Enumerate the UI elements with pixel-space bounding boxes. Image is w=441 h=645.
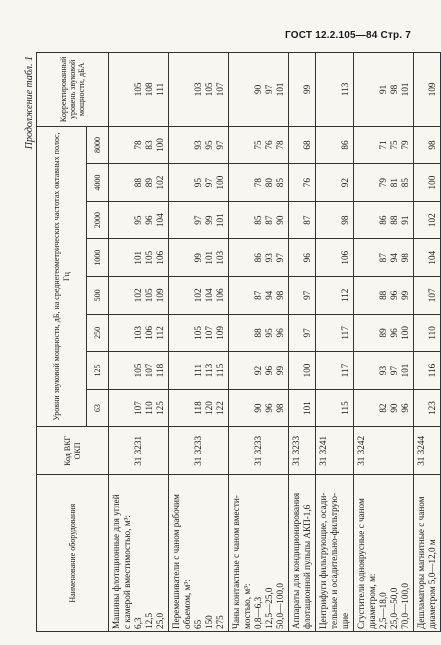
level-value: 87 <box>302 215 312 225</box>
level-cell-2000 <box>289 201 316 239</box>
level-cell-500 <box>109 277 169 315</box>
okp-code <box>182 429 193 472</box>
level-value: 97 <box>204 178 214 188</box>
level-value: 101 <box>302 401 312 415</box>
level-value: 104 <box>427 250 437 265</box>
level-value: 96 <box>389 328 399 338</box>
level-value: 68 <box>302 140 312 150</box>
level-value: 101 <box>275 82 285 97</box>
header-power-levels: Уровни звуковой мощности, дБ, на среднегеометрических частотах октавных полос, Гц <box>37 126 87 427</box>
equipment-name-line: Аппараты для кондиционирования <box>291 492 301 629</box>
level-value: 115 <box>215 363 225 378</box>
equipment-name-line: флотационной пульпы АКП-1,6 <box>302 504 312 629</box>
equipment-name-line: диаметром, м: <box>367 573 377 629</box>
level-value: 125 <box>155 401 165 415</box>
level-cell-125 <box>316 352 354 390</box>
equipment-name-line: диаметром 5,0—12,0 м <box>427 539 437 629</box>
level-cell-4000 <box>289 164 316 202</box>
equipment-name-line: 0,8—6,3 <box>253 596 263 629</box>
okp-code: 31 3233 <box>193 435 203 466</box>
okp-code <box>144 429 155 472</box>
corrected-level-cell <box>109 53 169 127</box>
level-value: 102 <box>155 175 165 190</box>
rotated-page <box>22 52 437 632</box>
level-cell-500 <box>354 277 414 315</box>
level-value: 102 <box>427 213 437 228</box>
level-value: 89 <box>144 178 154 188</box>
level-cell-2000 <box>354 201 414 239</box>
okp-code: 31 3233 <box>253 435 263 466</box>
level-value: 99 <box>400 290 410 300</box>
level-value: 95 <box>133 215 143 225</box>
level-value: 100 <box>215 175 225 190</box>
level-value: 95 <box>204 140 214 150</box>
corrected-level-cell <box>316 53 354 127</box>
level-value: 113 <box>204 363 214 378</box>
level-value: 105 <box>144 250 154 265</box>
table-body <box>109 53 441 632</box>
equipment-name-line: 25,0 <box>155 612 165 629</box>
level-value: 88 <box>133 178 143 188</box>
header-freq-2000: 2000 <box>87 201 109 239</box>
level-cell-500 <box>169 277 229 315</box>
corrected-level-cell <box>414 53 441 127</box>
level-value: 106 <box>155 250 165 265</box>
level-value: 91 <box>378 84 388 94</box>
equipment-name-line: 25,0—50,0 <box>389 587 399 629</box>
level-cell-2000 <box>229 201 289 239</box>
level-value: 99 <box>204 215 214 225</box>
okp-code: 31 3244 <box>416 435 426 466</box>
level-value: 80 <box>264 178 274 188</box>
okp-code <box>171 429 182 472</box>
level-cell-250 <box>289 314 316 352</box>
level-value: 111 <box>193 363 203 378</box>
level-value: 103 <box>193 82 203 97</box>
level-cell-500 <box>289 277 316 315</box>
level-value: 101 <box>400 82 410 97</box>
level-value: 78 <box>133 140 143 150</box>
level-value: 103 <box>215 250 225 265</box>
level-value: 91 <box>400 215 410 225</box>
equipment-name-line: мостью, м³: <box>242 583 252 629</box>
level-cell-125 <box>109 352 169 390</box>
level-value: 95 <box>264 328 274 338</box>
level-cell-63 <box>289 389 316 427</box>
level-value: 96 <box>302 253 312 263</box>
equipment-name-cell <box>289 475 316 632</box>
okp-code <box>242 429 253 472</box>
equipment-name-cell <box>354 475 414 632</box>
level-value: 96 <box>264 403 274 413</box>
level-value: 104 <box>204 288 214 303</box>
level-value: 122 <box>215 401 225 415</box>
level-value: 93 <box>378 365 388 376</box>
okp-code <box>340 429 351 472</box>
level-cell-4000 <box>109 164 169 202</box>
okp-code <box>204 429 215 472</box>
okp-code-cell <box>169 427 229 475</box>
header-freq-8000: 8000 <box>87 126 109 164</box>
level-value: 117 <box>340 363 350 378</box>
level-value: 106 <box>215 288 225 303</box>
equipment-name-line: 6,3 <box>133 617 143 629</box>
level-value: 116 <box>427 363 437 378</box>
equipment-name-line: 12,5 <box>144 612 154 629</box>
okp-code <box>122 429 133 472</box>
header-freq-63: 63 <box>87 389 109 427</box>
header-freq-4000: 4000 <box>87 164 109 202</box>
level-value: 83 <box>144 140 154 150</box>
level-value: 92 <box>253 365 263 376</box>
level-value: 90 <box>253 403 263 413</box>
okp-code <box>215 429 226 472</box>
level-value: 98 <box>340 215 350 225</box>
level-value: 123 <box>427 401 437 415</box>
corrected-level-cell <box>169 53 229 127</box>
level-value: 101 <box>204 250 214 265</box>
level-value: 107 <box>144 363 154 378</box>
level-cell-8000 <box>289 126 316 164</box>
level-cell-1000 <box>354 239 414 277</box>
okp-code-cell <box>109 427 169 475</box>
equipment-name-cell <box>316 475 354 632</box>
level-value: 98 <box>275 290 285 300</box>
level-value: 118 <box>193 401 203 415</box>
level-value: 86 <box>253 253 263 263</box>
level-cell-250 <box>316 314 354 352</box>
level-cell-8000 <box>229 126 289 164</box>
level-cell-63 <box>229 389 289 427</box>
level-value: 101 <box>133 250 143 265</box>
okp-code <box>378 429 389 472</box>
header-code: Код ВКГ ОКП <box>37 427 109 475</box>
level-cell-250 <box>169 314 229 352</box>
level-value: 75 <box>389 140 399 150</box>
level-value: 109 <box>155 288 165 303</box>
okp-code: 31 3242 <box>356 435 366 466</box>
level-cell-8000 <box>316 126 354 164</box>
level-value: 115 <box>340 401 350 415</box>
level-value: 105 <box>193 326 203 340</box>
okp-code <box>427 429 438 472</box>
equipment-name-line: Центрифуги фильтрующие, осади- <box>318 492 328 629</box>
okp-code <box>155 429 166 472</box>
equipment-name-line: Дешламаторы магнитные с чаном <box>416 496 426 629</box>
equipment-name-line: 50,0—100,0 <box>275 583 285 629</box>
equipment-name-cell <box>414 475 441 632</box>
level-value: 100 <box>155 138 165 152</box>
level-cell-4000 <box>316 164 354 202</box>
equipment-name-line: Перемешиватели с чаном рабочим <box>171 494 181 629</box>
level-value: 89 <box>378 328 388 338</box>
okp-code <box>275 429 286 472</box>
level-value: 82 <box>378 403 388 413</box>
okp-code-cell <box>414 427 441 475</box>
level-value: 88 <box>378 290 388 300</box>
level-value: 97 <box>389 365 399 376</box>
level-value: 88 <box>389 215 399 225</box>
table-row <box>316 53 354 632</box>
level-cell-63 <box>169 389 229 427</box>
level-value: 78 <box>253 178 263 188</box>
level-cell-2000 <box>414 201 441 239</box>
level-value: 95 <box>193 178 203 188</box>
level-cell-500 <box>229 277 289 315</box>
level-value: 79 <box>378 178 388 188</box>
okp-code: 31 3233 <box>291 435 301 466</box>
level-cell-8000 <box>109 126 169 164</box>
level-value: 101 <box>215 213 225 228</box>
level-cell-2000 <box>316 201 354 239</box>
equipment-name-line: Чаны контактные с чаном вмести- <box>231 495 241 629</box>
level-value: 105 <box>144 288 154 303</box>
level-cell-125 <box>289 352 316 390</box>
okp-code <box>329 429 340 472</box>
level-value: 94 <box>264 290 274 300</box>
level-value: 96 <box>264 365 274 376</box>
header-equipment-name: Наименование оборудования <box>37 475 109 632</box>
level-value: 96 <box>144 215 154 225</box>
level-value: 98 <box>389 84 399 94</box>
okp-code <box>264 429 275 472</box>
level-value: 107 <box>215 82 225 97</box>
level-cell-1000 <box>414 239 441 277</box>
level-value: 85 <box>275 178 285 188</box>
level-value: 106 <box>340 250 350 265</box>
okp-code <box>367 429 378 472</box>
level-cell-8000 <box>414 126 441 164</box>
level-value: 87 <box>378 253 388 263</box>
level-value: 98 <box>400 253 410 263</box>
header-freq-250: 250 <box>87 314 109 352</box>
header-freq-125: 125 <box>87 352 109 390</box>
table-row <box>414 53 441 632</box>
level-value: 85 <box>400 178 410 188</box>
level-value: 78 <box>275 140 285 150</box>
level-value: 96 <box>400 403 410 413</box>
level-value: 88 <box>253 328 263 338</box>
level-value: 107 <box>204 326 214 340</box>
level-value: 100 <box>400 326 410 340</box>
okp-code: 31 3241 <box>318 435 328 466</box>
okp-code-cell <box>229 427 289 475</box>
level-cell-1000 <box>289 239 316 277</box>
table-caption: Продолжение табл. 1 <box>24 56 35 150</box>
level-value: 107 <box>427 288 437 303</box>
level-value: 113 <box>340 82 350 97</box>
level-cell-2000 <box>169 201 229 239</box>
level-value: 107 <box>133 401 143 415</box>
level-cell-4000 <box>354 164 414 202</box>
level-value: 110 <box>427 326 437 340</box>
corrected-level-cell <box>229 53 289 127</box>
level-value: 97 <box>302 328 312 338</box>
level-cell-500 <box>316 277 354 315</box>
equipment-name-cell <box>109 475 169 632</box>
equipment-name-line: 275 <box>215 615 225 629</box>
level-cell-250 <box>229 314 289 352</box>
level-value: 99 <box>302 84 312 94</box>
level-value: 118 <box>155 363 165 378</box>
level-value: 104 <box>155 213 165 228</box>
level-value: 96 <box>389 290 399 300</box>
okp-code-cell <box>289 427 316 475</box>
level-value: 71 <box>378 140 388 150</box>
level-value: 79 <box>400 140 410 150</box>
level-cell-500 <box>414 277 441 315</box>
level-value: 93 <box>264 253 274 263</box>
level-value: 105 <box>133 82 143 97</box>
level-value: 87 <box>264 215 274 225</box>
header-freq-1000: 1000 <box>87 239 109 277</box>
level-value: 97 <box>302 290 312 300</box>
level-value: 105 <box>204 82 214 97</box>
okp-code <box>400 429 411 472</box>
level-value: 75 <box>253 140 263 150</box>
okp-code: 31 3231 <box>133 435 143 466</box>
level-value: 100 <box>427 175 437 190</box>
level-cell-125 <box>414 352 441 390</box>
okp-code-cell <box>316 427 354 475</box>
equipment-name-line: с камерой вместимостью, м³: <box>122 515 132 629</box>
level-value: 96 <box>275 328 285 338</box>
equipment-name-line: объемом, м³: <box>182 579 192 629</box>
level-cell-63 <box>414 389 441 427</box>
level-value: 86 <box>378 215 388 225</box>
level-value: 111 <box>155 82 165 96</box>
level-value: 99 <box>193 253 203 263</box>
level-cell-4000 <box>229 164 289 202</box>
level-value: 97 <box>264 84 274 94</box>
equipment-name-line: щие <box>340 612 350 629</box>
level-value: 112 <box>340 288 350 303</box>
level-value: 108 <box>144 82 154 97</box>
level-value: 117 <box>340 326 350 340</box>
level-cell-125 <box>169 352 229 390</box>
level-value: 109 <box>427 82 437 97</box>
level-cell-2000 <box>109 201 169 239</box>
table-row <box>109 53 169 632</box>
equipment-name-line: 70,0—100,0 <box>400 583 410 629</box>
level-value: 90 <box>389 403 399 413</box>
table-row <box>354 53 414 632</box>
level-cell-125 <box>354 352 414 390</box>
equipment-name-line: тельные и осадительно-фильтрую- <box>329 492 339 629</box>
level-value: 99 <box>275 365 285 376</box>
noise-table <box>36 52 441 632</box>
level-value: 106 <box>144 326 154 340</box>
level-value: 98 <box>275 403 285 413</box>
level-value: 85 <box>253 215 263 225</box>
equipment-name-line: 12,5—25,0 <box>264 587 274 629</box>
equipment-name-line: 65 <box>193 619 203 629</box>
okp-code-cell <box>354 427 414 475</box>
level-cell-1000 <box>169 239 229 277</box>
equipment-name-line: Сгустители одноярусные с чаном <box>356 498 366 629</box>
equipment-name-line: 150 <box>204 615 214 629</box>
equipment-name-line: 2,5—18,0 <box>378 592 388 629</box>
corrected-level-cell <box>354 53 414 127</box>
level-cell-63 <box>316 389 354 427</box>
level-value: 97 <box>275 253 285 263</box>
level-value: 97 <box>193 215 203 225</box>
level-value: 93 <box>193 140 203 150</box>
level-cell-4000 <box>414 164 441 202</box>
okp-code <box>111 429 122 472</box>
header-freq-500: 500 <box>87 277 109 315</box>
table-row <box>169 53 229 632</box>
level-value: 103 <box>133 326 143 340</box>
level-value: 102 <box>133 288 143 303</box>
level-value: 102 <box>193 288 203 303</box>
rotated-content <box>22 52 437 632</box>
equipment-name-cell <box>229 475 289 632</box>
level-cell-1000 <box>109 239 169 277</box>
level-cell-250 <box>109 314 169 352</box>
level-cell-1000 <box>229 239 289 277</box>
level-value: 112 <box>155 326 165 340</box>
equipment-name-line: Машины флотационные для углей <box>111 494 121 629</box>
level-cell-63 <box>109 389 169 427</box>
level-value: 76 <box>302 178 312 188</box>
level-value: 109 <box>215 326 225 340</box>
level-value: 97 <box>215 140 225 150</box>
level-value: 81 <box>389 178 399 188</box>
level-cell-4000 <box>169 164 229 202</box>
equipment-name-cell <box>169 475 229 632</box>
level-cell-8000 <box>169 126 229 164</box>
corrected-level-cell <box>289 53 316 127</box>
table-row <box>229 53 289 632</box>
level-cell-8000 <box>354 126 414 164</box>
level-cell-1000 <box>316 239 354 277</box>
level-value: 120 <box>204 401 214 415</box>
okp-code <box>231 429 242 472</box>
level-value: 101 <box>400 363 410 378</box>
level-value: 105 <box>133 363 143 378</box>
level-value: 87 <box>253 290 263 300</box>
level-value: 90 <box>275 215 285 225</box>
level-value: 90 <box>253 84 263 94</box>
page-header: ГОСТ 12.2.105—84 Стр. 7 <box>285 30 411 41</box>
level-cell-250 <box>354 314 414 352</box>
level-value: 94 <box>389 253 399 263</box>
header-corrected-level: Корректированный уровень звуковой мощности, дБА <box>37 53 109 127</box>
level-value: 86 <box>340 140 350 150</box>
okp-code <box>302 429 313 472</box>
level-value: 92 <box>340 178 350 188</box>
level-cell-125 <box>229 352 289 390</box>
level-cell-250 <box>414 314 441 352</box>
level-value: 76 <box>264 140 274 150</box>
okp-code <box>389 429 400 472</box>
table-row <box>289 53 316 632</box>
level-cell-63 <box>354 389 414 427</box>
level-value: 100 <box>302 363 312 378</box>
level-value: 110 <box>144 401 154 415</box>
level-value: 98 <box>427 140 437 150</box>
